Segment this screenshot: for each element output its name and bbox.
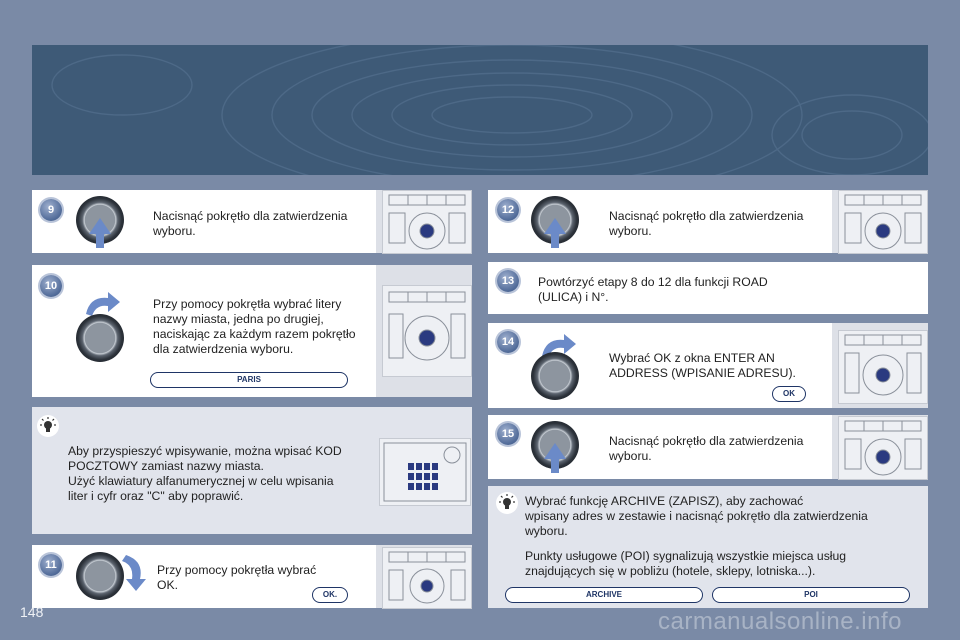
rotary-knob-icon <box>76 552 124 600</box>
contour-map-decoration <box>32 45 928 175</box>
step-14-text: Wybrać OK z okna ENTER AN ADDRESS (WPISANIE ADRESU). <box>609 351 796 380</box>
step-12-text: Nacisnąć pokrętło dla zatwierdzenia wyboru. <box>609 209 804 238</box>
step-10-text: Przy pomocy pokrętła wybrać litery nazwy miasta, jedna po drugiej, naciskając za każdym razem pokrętło dla zatwierdzenia wyboru. <box>153 297 356 356</box>
radio-console-icon <box>382 285 472 377</box>
rotary-knob-icon <box>531 352 579 400</box>
keypad-icon <box>379 438 471 506</box>
lightbulb-icon <box>37 415 59 437</box>
step-9-text: Nacisnąć pokrętło dla zatwierdzenia wyboru. <box>153 209 348 238</box>
lightbulb-icon <box>496 492 518 514</box>
radio-console-icon <box>838 190 928 254</box>
tip-right-text-1: Wybrać funkcję ARCHIVE (ZAPISZ), aby zachować wpisany adres w zestawie i nacisnąć pokrętło dla zatwierdzenia wyboru. <box>525 494 868 538</box>
paris-button[interactable]: PARIS <box>150 372 348 388</box>
radio-console-icon <box>838 416 928 480</box>
page-number: 148 <box>20 604 44 620</box>
header-banner <box>32 45 928 175</box>
tip-right-text-2: Punkty usługowe (POI) sygnalizują wszystkie miejsca usług znajdujących się w pobliżu (hotele, sklepy, lotniska...). <box>525 549 847 578</box>
step-12-badge: 12 <box>497 199 519 221</box>
step-15-text: Nacisnąć pokrętło dla zatwierdzenia wyboru. <box>609 434 804 463</box>
step-13-badge: 13 <box>497 270 519 292</box>
ok-button[interactable]: OK <box>772 386 806 402</box>
radio-console-icon <box>382 547 472 609</box>
step-13-text: Powtórzyć etapy 8 do 12 dla funkcji ROAD (ULICA) i N°. <box>538 275 768 304</box>
poi-button[interactable]: POI <box>712 587 910 603</box>
rotary-knob-icon <box>76 314 124 362</box>
arrow-up-icon <box>544 443 566 473</box>
step-14-badge: 14 <box>497 331 519 353</box>
arrow-up-icon <box>89 218 111 248</box>
archive-button[interactable]: ARCHIVE <box>505 587 703 603</box>
step-10-badge: 10 <box>40 275 62 297</box>
watermark: carmanualsonline.info <box>658 608 902 635</box>
arrow-up-icon <box>544 218 566 248</box>
step-11-badge: 11 <box>40 554 62 576</box>
step-9-badge: 9 <box>40 199 62 221</box>
ok-button[interactable]: OK. <box>312 587 348 603</box>
step-15-badge: 15 <box>497 423 519 445</box>
radio-console-icon <box>838 330 928 404</box>
radio-console-icon <box>382 190 472 254</box>
tip-left-text: Aby przyspieszyć wpisywanie, można wpisać KOD POCZTOWY zamiast nazwy miasta. Użyć klawiatury alfanumerycznej w celu wpisania liter i cyfr oraz "C" aby poprawić. <box>68 444 342 503</box>
curved-arrow-down-icon <box>120 553 150 593</box>
step-11-text: Przy pomocy pokrętła wybrać OK. <box>157 563 317 592</box>
